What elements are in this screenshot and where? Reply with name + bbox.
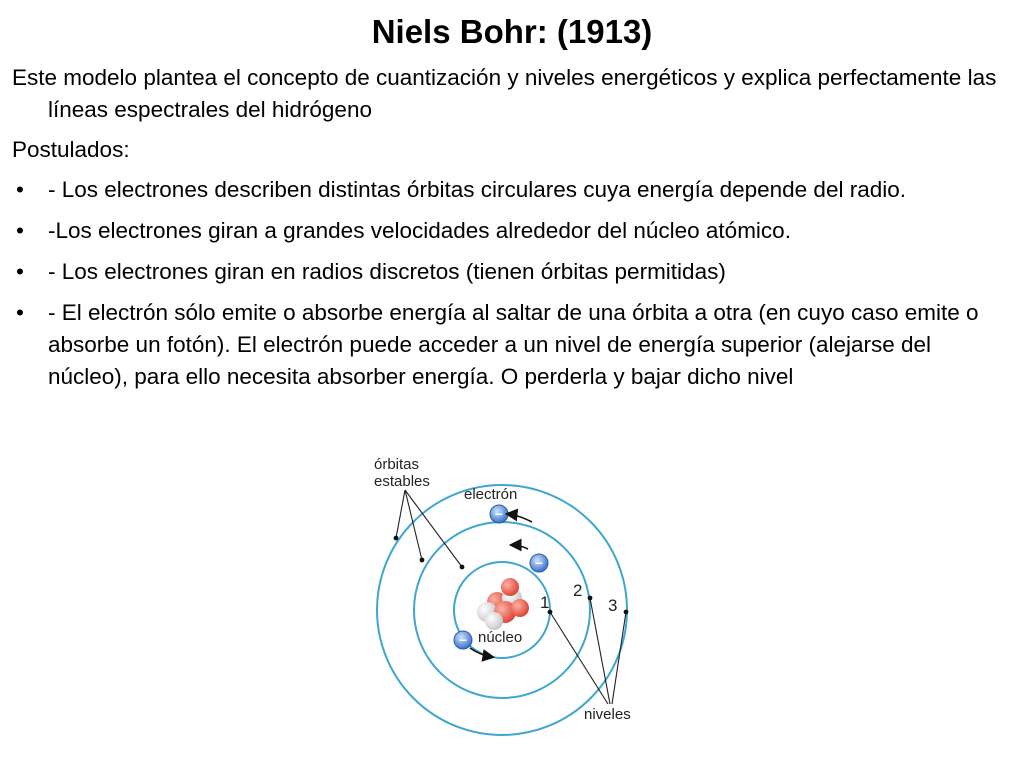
postulate-item [12,174,1012,206]
label-nucleus: núcleo [478,629,523,646]
bullet-icon: • [16,259,24,284]
bohr-atom-diagram [350,448,680,738]
orbits-leader-lines [396,490,462,567]
electron-icon [454,631,472,649]
label-levels: niveles [584,706,631,723]
motion-arrow-icon [508,514,532,522]
bullet-icon: • [16,218,24,243]
postulate-item [12,215,1012,247]
postulate-item [12,256,1012,288]
postulate-item [12,297,1012,393]
nucleus-icon [477,578,529,630]
label-orbits-line1: órbitas [374,456,420,473]
motion-arrow-icon [512,545,528,549]
svg-text:−: − [534,555,544,571]
postulados-heading: Postulados: [12,137,130,162]
label-level-1: 1 [540,593,550,612]
postulate-text: - Los electrones giran en radios discretos (tienen órbitas permitidas) [48,259,726,284]
electron-icon [530,554,548,572]
intro-paragraph: Este modelo plantea el concepto de cuantización y niveles energéticos y explica perfectamente las líneas espectrales del hidrógeno [12,65,997,122]
bullet-icon: • [16,300,24,325]
svg-text:−: − [458,632,468,648]
postulates-list [12,174,1012,393]
postulate-text: - Los electrones describen distintas órbitas circulares cuya energía depende del radio. [48,177,906,202]
label-level-2: 2 [573,581,583,600]
slide-title: Niels Bohr: (1913) [371,13,653,50]
electron-icon [490,505,508,523]
bullet-icon: • [16,177,24,202]
orbit-marker-dots [394,536,465,570]
label-level-3: 3 [608,596,618,615]
postulate-text: - El electrón sólo emite o absorbe energía al saltar de una órbita a otra (en cuyo caso emite o absorbe un fotón). El electrón puede acceder a un nivel de energía superior (alejarse del núcleo), para ello necesita absorber energía. O perderla y bajar dicho nivel [48,300,979,389]
slide-content [12,62,1012,402]
label-electron: electrón [464,486,518,503]
postulate-text: -Los electrones giran a grandes velocidades alrededor del núcleo atómico. [48,218,791,243]
label-orbits-line2: estables [374,473,430,490]
svg-text:−: − [494,506,504,522]
